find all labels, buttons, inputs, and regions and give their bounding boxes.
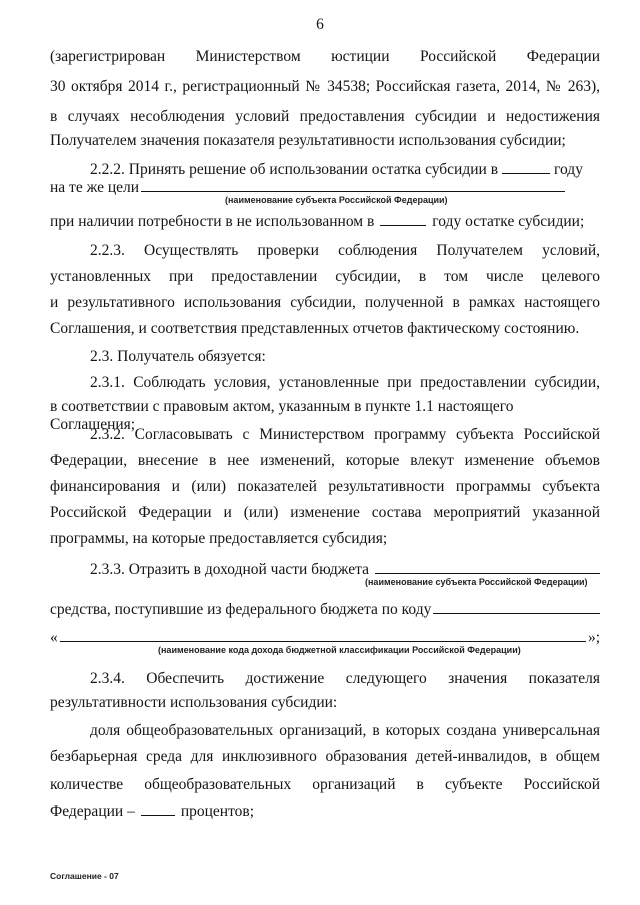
clause-2-3-4-line-1: 2.3.4. Обеспечить достижение следующего значения показателя bbox=[90, 670, 600, 687]
subject-name-blank-2 bbox=[375, 560, 600, 574]
indicator-line-4 bbox=[50, 802, 600, 821]
indicator-text-a: Федерации – bbox=[50, 803, 135, 820]
clause-2-2-3-line-2: установленных при предоставлении субсидии, в том числе целевого bbox=[50, 268, 600, 285]
subject-name-blank-1 bbox=[141, 178, 565, 192]
intro-line-3: в случаях несоблюдения условий предоставления субсидии и недостижения bbox=[50, 108, 600, 125]
revenue-code-caption: (наименование кода дохода бюджетной классификации Российской Федерации) bbox=[158, 645, 521, 655]
clause-2-3-3-text-a: 2.3.3. Отразить в доходной части бюджета bbox=[90, 561, 369, 578]
revenue-code-name-blank bbox=[60, 628, 586, 642]
clause-2-3-1-line-2: в соответствии с правовым актом, указанным в пункте 1.1 настоящего Соглашения; bbox=[50, 398, 514, 433]
page-number: 6 bbox=[316, 16, 324, 33]
clause-2-3-2-line-5: программы, на которые предоставляется субсидия; bbox=[50, 530, 388, 547]
clause-2-3-1-line-1: 2.3.1. Соблюдать условия, установленные при предоставлении субсидии, bbox=[90, 374, 600, 391]
close-quote: »; bbox=[587, 629, 600, 646]
clause-2-3-2-line-2: Федерации, внесение в нее изменений, которые влекут изменение объемов bbox=[50, 452, 600, 469]
year-blank-2 bbox=[380, 212, 426, 226]
intro-line-1: (зарегистрирован Министерством юстиции Российской Федерации bbox=[50, 48, 600, 65]
clause-2-2-2-text-e: году остатке субсидии; bbox=[432, 213, 585, 230]
clause-2-2-3-line-1: 2.2.3. Осуществлять проверки соблюдения Получателем условий, bbox=[90, 242, 600, 259]
clause-2-3-2-line-4: Российской Федерации и (или) изменение состава мероприятий указанной bbox=[50, 504, 600, 521]
indicator-line-3: количестве общеобразовательных организаций в субъекте Российской bbox=[50, 776, 600, 793]
subject-name-caption-1: (наименование субъекта Российской Федерации) bbox=[225, 195, 448, 205]
footer-label: Соглашение - 07 bbox=[50, 871, 119, 881]
clause-2-3: 2.3. Получатель обязуется: bbox=[90, 348, 266, 365]
year-blank-1 bbox=[502, 160, 550, 174]
open-quote: « bbox=[50, 629, 58, 646]
clause-2-3-3-text-b: средства, поступившие из федерального бюджета по коду bbox=[50, 601, 432, 618]
clause-2-3-2-line-1: 2.3.2. Согласовывать с Министерством программу субъекта Российской bbox=[90, 426, 600, 443]
subject-name-caption-2: (наименование субъекта Российской Федерации) bbox=[365, 577, 588, 587]
clause-2-3-2-line-3: финансирования и (или) показателей результативности программы субъекта bbox=[50, 478, 600, 495]
revenue-code-blank bbox=[433, 600, 600, 614]
indicator-line-1: доля общеобразовательных организаций, в которых создана универсальная bbox=[90, 722, 600, 739]
clause-2-2-2-line-1 bbox=[50, 160, 600, 179]
intro-line-4: Получателем значения показателя результативности использования субсидии; bbox=[50, 132, 566, 149]
clause-2-2-2-text-c: на те же цели bbox=[50, 179, 140, 196]
clause-2-2-2-text-b: году bbox=[554, 161, 583, 178]
clause-2-3-3-line-2 bbox=[50, 600, 600, 619]
intro-line-2: 30 октября 2014 г., регистрационный № 34538; Российская газета, 2014, № 263), bbox=[50, 78, 600, 95]
clause-2-3-4-line-2: результативности использования субсидии: bbox=[50, 694, 338, 711]
clause-2-2-2-text-a: 2.2.2. Принять решение об использовании остатка субсидии в bbox=[90, 161, 499, 178]
clause-2-2-3-line-3: и результативного использования субсидии, полученной в рамках настоящего bbox=[50, 294, 600, 311]
indicator-line-2: безбарьерная среда для инклюзивного образования детей-инвалидов, в общем bbox=[50, 748, 600, 765]
clause-2-2-3-line-4: Соглашения, и соответствия представленных отчетов фактическому состоянию. bbox=[50, 320, 580, 337]
clause-2-2-2-text-d: при наличии потребности в не использованном в bbox=[50, 213, 375, 230]
clause-2-2-2-line-3 bbox=[50, 212, 600, 231]
percent-blank bbox=[141, 802, 175, 816]
indicator-text-b: процентов; bbox=[180, 803, 255, 820]
